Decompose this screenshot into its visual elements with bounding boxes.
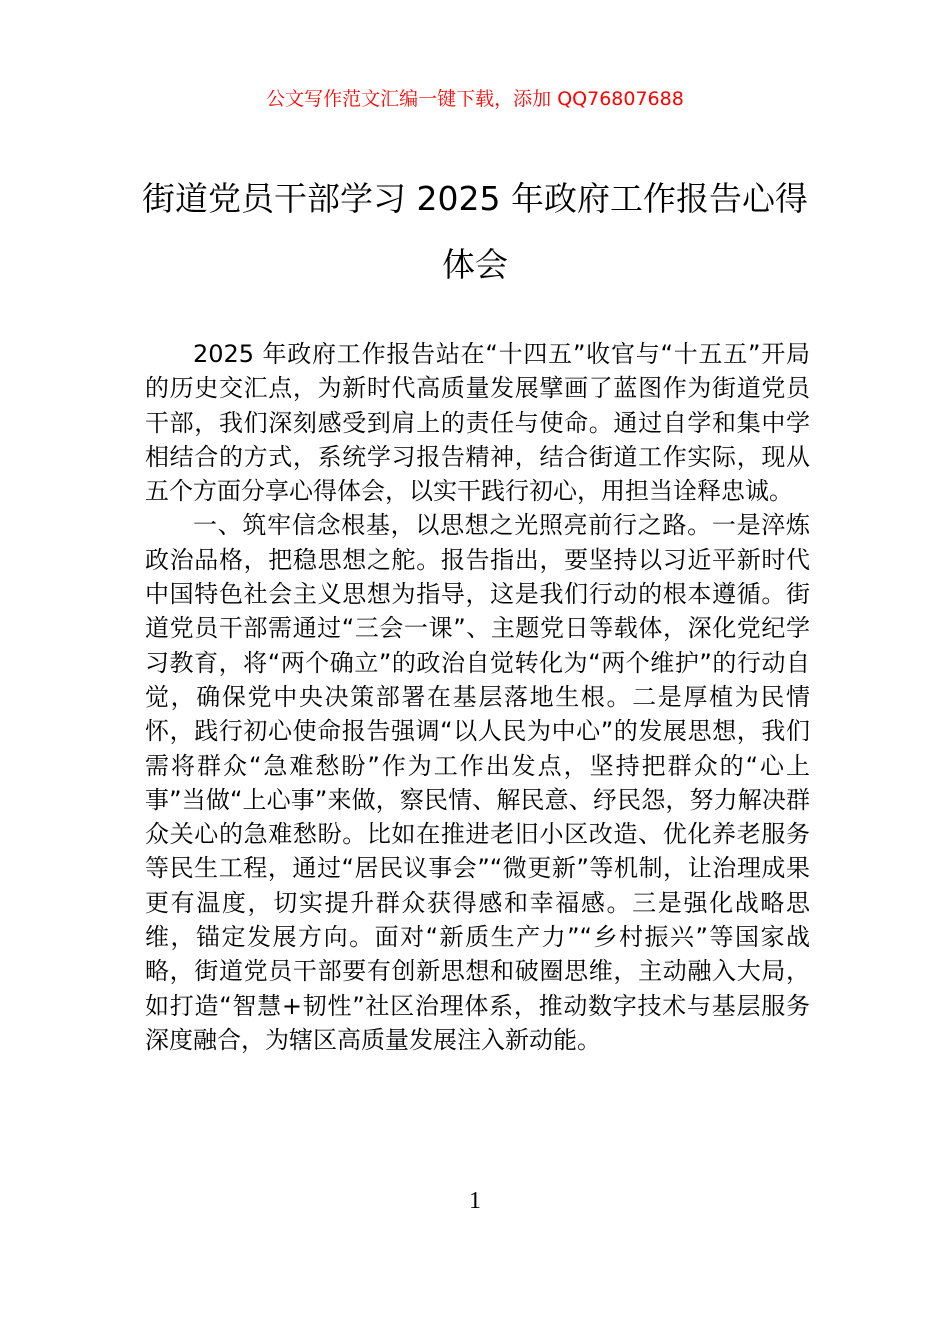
document-title: 街道党员干部学习 2025 年政府工作报告心得体会 xyxy=(142,179,808,284)
section-one-paragraph: 一、筑牢信念根基，以思想之光照亮前行之路。一是淬炼政治品格，把稳思想之舵。报告指出，要坚持以习近平新时代中国特色社会主义思想为指导，这是我们行动的根本遵循。街道党员干部需通过“三会一课”、主题党日等载体，深化党纪学习教育，将“两个确立”的政治自觉转化为“两个维护”的行动自觉，确保党中央决策部署在基层落地生根。二是厚植为民情怀，践行初心使命报告强调“以人民为中心”的发展思想，我们需将群众“急难愁盼”作为工作出发点，坚持把群众的“心上事”当做“上心事”来做，察民情、解民意、纾民怨，努力解决群众关心的急难愁盼。比如在推进老旧小区改造、优化养老服务等民生工程，通过“居民议事会”“微更新”等机制，让治理成果更有温度，切实提升群众获得感和幸福感。三是强化战略思维，锚定发展方向。面对“新质生产力”“乡村振兴”等国家战略，街道党员干部要有创新思想和破圈思维，主动融入大局，如打造“智慧+韧性”社区治理体系，推动数字技术与基层服务深度融合，为辖区高质量发展注入新动能。 xyxy=(145,511,810,1054)
page-number: 1 xyxy=(469,1188,481,1214)
download-notice: 公文写作范文汇编一键下载，添加 QQ76807688 xyxy=(266,88,684,110)
intro-paragraph: 2025 年政府工作报告站在“十四五”收官与“十五五”开局的历史交汇点，为新时代高质量发展擘画了蓝图作为街道党员干部，我们深刻感受到肩上的责任与使命。通过自学和集中学相结合的方式，系统学习报告精神，结合街道工作实际，现从五个方面分享心得体会，以实干践行初心，用担当诠释忠诚。 xyxy=(145,340,810,506)
document-body xyxy=(145,337,810,1057)
